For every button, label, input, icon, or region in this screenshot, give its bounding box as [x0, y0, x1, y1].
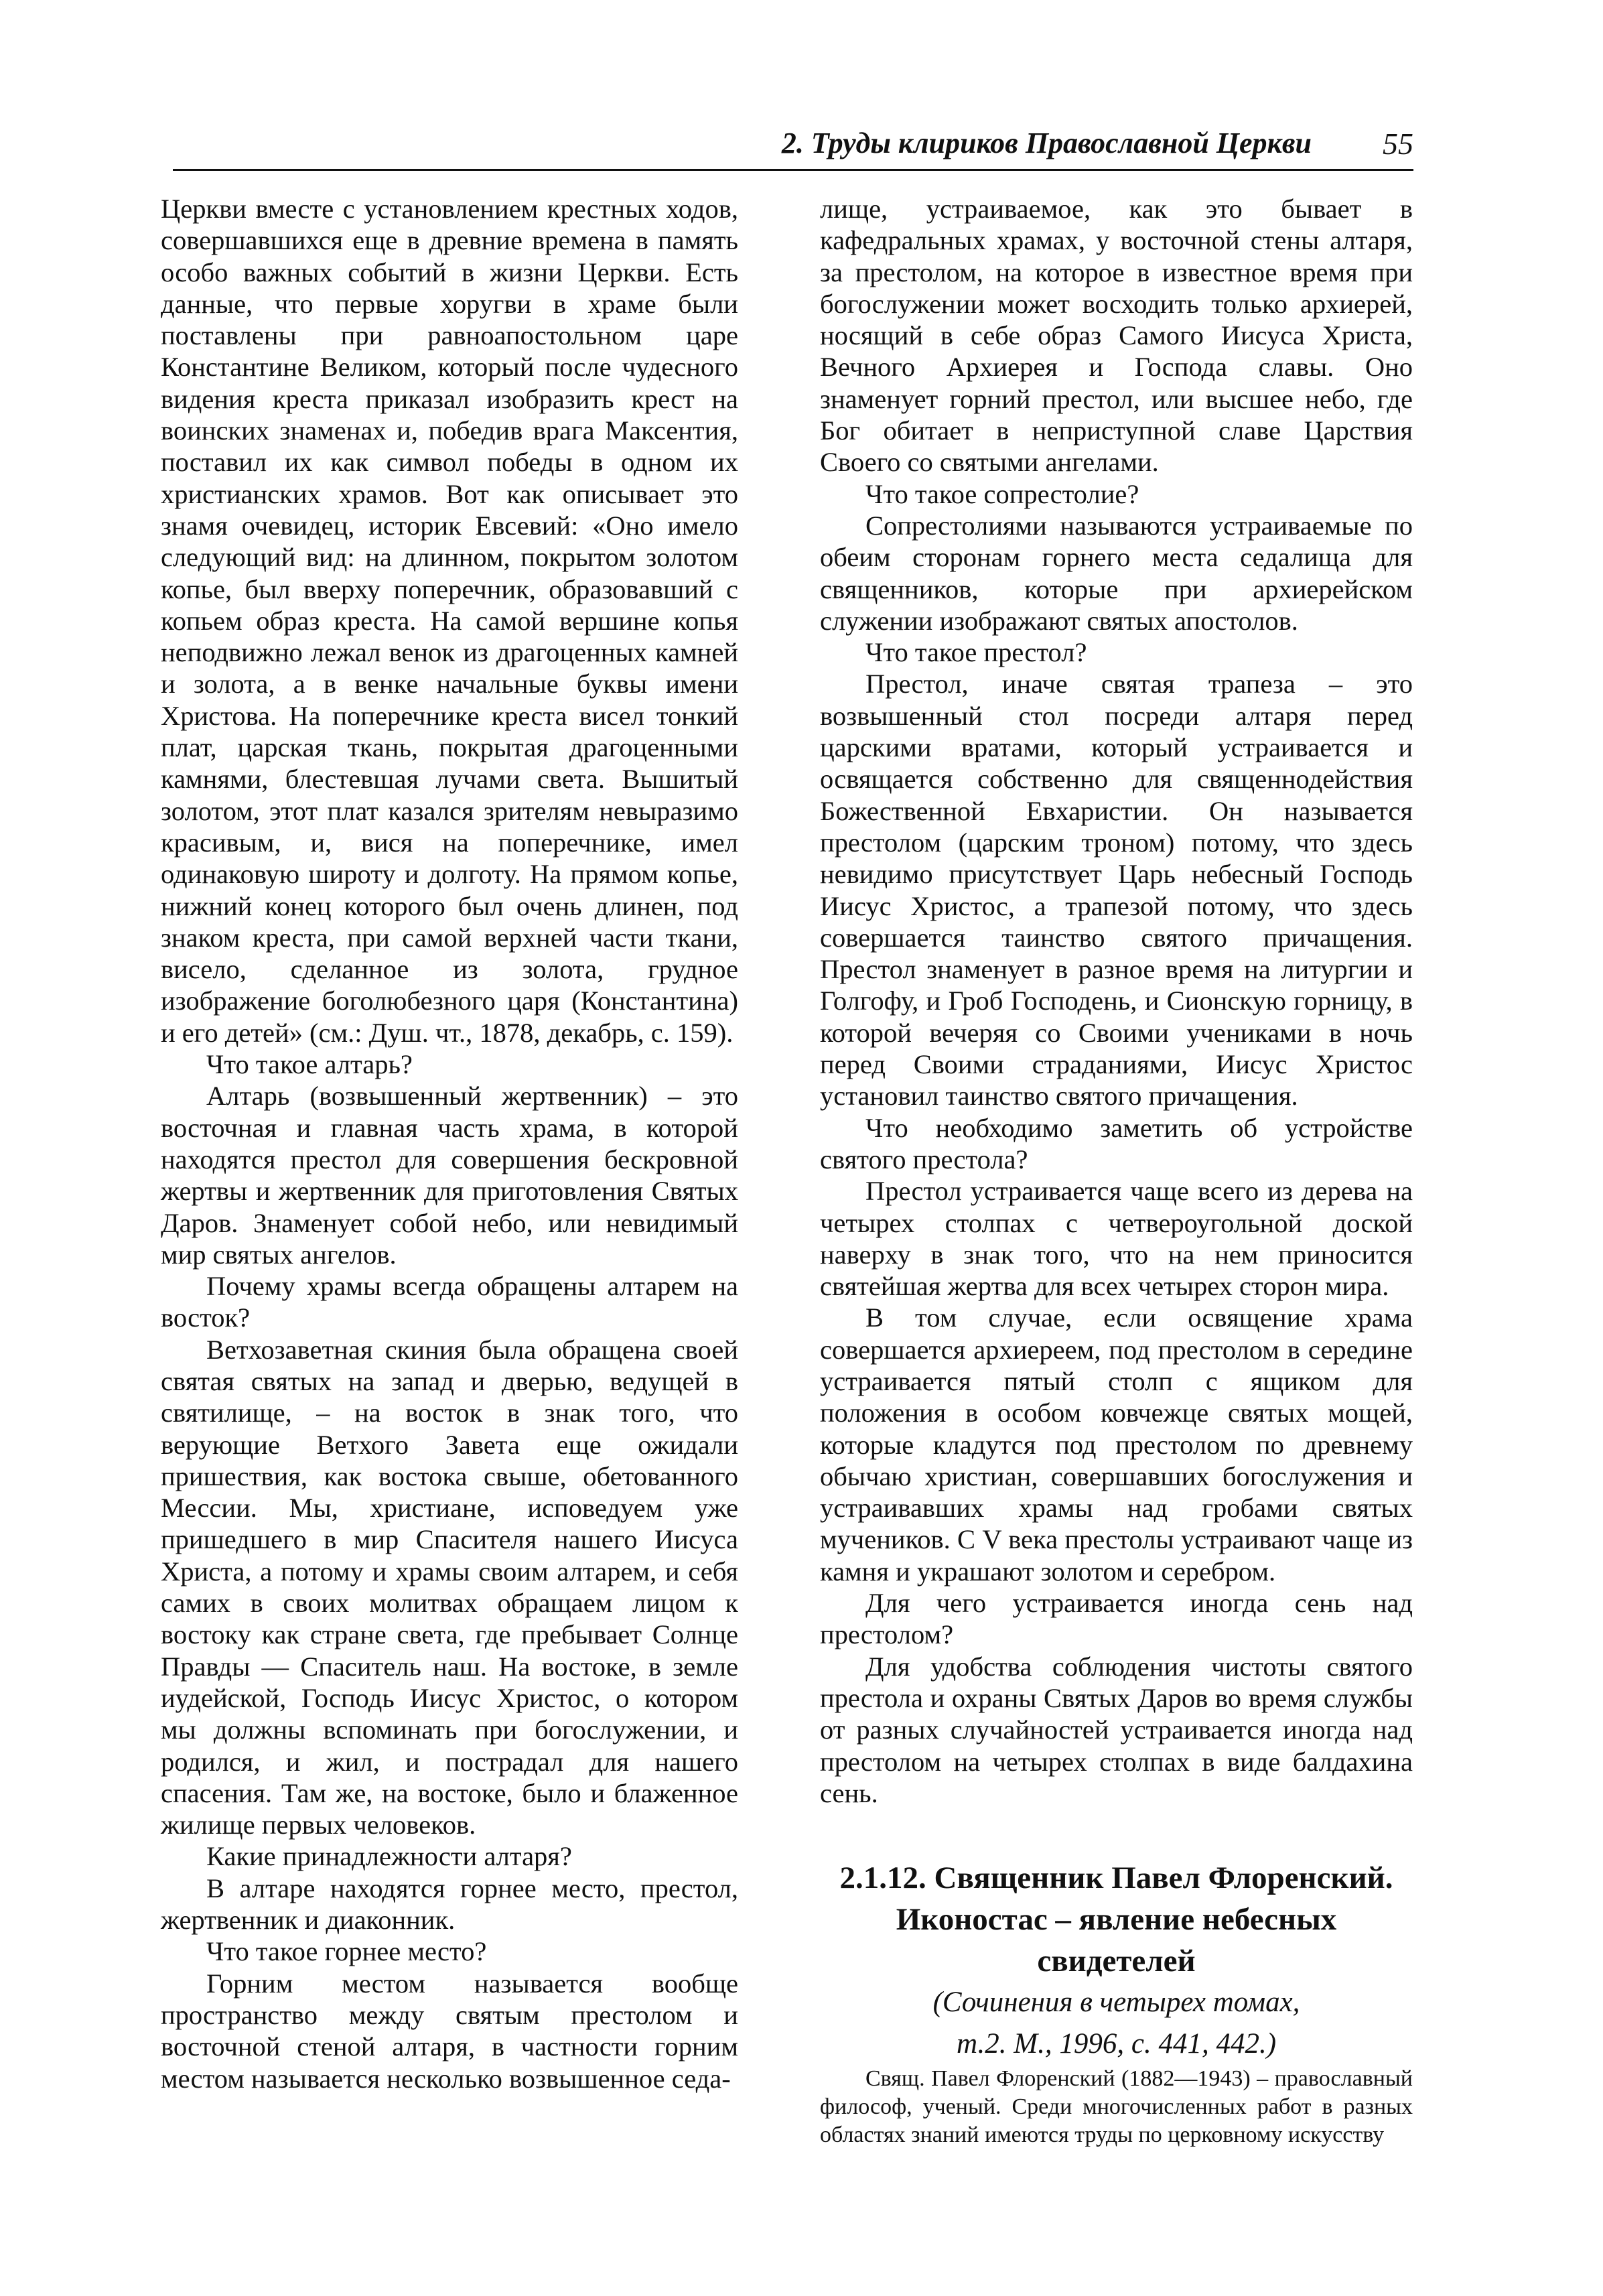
header-rule — [173, 169, 1413, 171]
paragraph: В том случае, если освящение храма совершается архиереем, под престолом в середине устраивается пятый столп с ящиком для положения в особом ковчежце святых мощей, которые кладутся под престолом по древнему обычаю христиан, совершавших богослужения и устраивавших храмы над гробами святых мучеников. С V века престолы устраивают чаще из камня и украшают золотом и серебром. — [820, 1302, 1413, 1586]
paragraph: Алтарь (возвышенный жертвенник) – это восточная и главная часть храма, в которой находятся престол для совершения бескровной жертвы и жертвенник для приготовления Святых Даров. Знаменует собой небо, или невидимый мир святых ангелов. — [161, 1081, 738, 1270]
author-bio: Свящ. Павел Флоренский (1882—1943) – православный философ, ученый. Среди многочисленных работ в разных областях знаний имеются труды по церковному искусству — [820, 2066, 1413, 2148]
paragraph: Церкви вместе с установлением крестных ходов, совершавшихся еще в древние времена в память особо важных событий в жизни Церкви. Есть данные, что первые хоругви в храме были поставлены при равноапостольном царе Константине Великом, который после чудесного видения креста приказал изобразить крест на воинских знаменах и, победив врага Максентия, поставил их как символ победы в одном их христианских храмов. Вот как описывает это знамя очевидец, историк Евсевий: «Оно имело следующий вид: на длинном, покрытом золотом копье, был вверху поперечник, образовавший с копьем образ креста. На самой вершине копья неподвижно лежал венок из драгоценных камней и золота, а в венке начальные буквы имени Христова. На поперечнике креста висел тонкий плат, царская ткань, покрытая драгоценными камнями, блестевшая лучами света. Вышитый золотом, этот плат казался зрителям невыразимо красивым, и, вися на поперечнике, имел одинаковую широту и долготу. На прямом копье, нижний конец которого был очень длинен, под знаком креста, при самой верхней части ткани, висело, сделанное из золота, грудное изображение боголюбезного царя (Константина) и его детей» (см.: Душ. чт., 1878, декабрь, с. 159). — [161, 194, 738, 1048]
section-source-line: (Сочинения в четырех томах, — [932, 1986, 1300, 2019]
question: Что такое горнее место? — [206, 1936, 487, 1967]
right-column — [820, 193, 1413, 2149]
section-title — [820, 1857, 1413, 1982]
paragraph: Престол, иначе святая трапеза – это возвышенный стол посреди алтаря перед царскими вратами, который устраивается и освящается собственно для священнодействия Божественной Евхаристии. Он называется престолом (царским троном) потому, что здесь невидимо присутствует Царь небесный Господь Иисус Христос, а трапезой потому, что здесь совершается таинство святого причащения. Престол знаменует в разное время на литургии и Голгофу, и Гроб Господень, и Сионскую горницу, в которой вечеряя со Своими учениками в ночь перед Своими страданиями, Иисус Христос установил таинство святого причащения. — [820, 669, 1413, 1111]
left-column — [161, 193, 738, 2094]
paragraph: Сопрестолиями называются устраиваемые по обеим сторонам горнего места седалища для священников, которые при архиерейском служении изображают святых апостолов. — [820, 510, 1413, 636]
running-header — [173, 126, 1413, 163]
section-title-line: 2.1.12. Священник Павел Флоренский. — [839, 1861, 1393, 1896]
question: Для чего устраивается иногда сень над престолом? — [820, 1588, 1413, 1650]
paragraph: Для удобства соблюдения чистоты святого престола и охраны Святых Даров во время службы от разных случайностей устраивается иногда над престолом на четырех столпах в виде балдахина сень. — [820, 1651, 1413, 1808]
question: Что такое алтарь? — [206, 1049, 413, 1080]
paragraph: лище, устраиваемое, как это бывает в кафедральных храмах, у восточной стены алтаря, за престолом, на которое в известное время при богослужении может восходить только архиерей, носящий в себе образ Самого Иисуса Христа, Вечного Архиерея и Господа славы. Оно знаменует горний престол, или высшее небо, где Бог обитает в неприступной славе Царствия Своего со святыми ангелами. — [820, 194, 1413, 478]
section-source-line: т.2. М., 1996, с. 441, 442.) — [956, 2028, 1277, 2060]
question: Почему храмы всегда обращены алтарем на восток? — [161, 1271, 738, 1333]
running-title: 2. Труды клириков Православной Церкви — [781, 127, 1312, 159]
page-number: 55 — [1383, 127, 1413, 161]
section-title-line: Иконостас – явление небесных свидетелей — [896, 1902, 1337, 1979]
paragraph: Престол устраивается чаще всего из дерева на четырех столпах с четвероугольной доской наверху в знак того, что на нем приносится святейшая жертва для всех четырех сторон мира. — [820, 1176, 1413, 1302]
section-source — [820, 1982, 1413, 2065]
question: Какие принадлежности алтаря? — [206, 1841, 572, 1872]
question: Что необходимо заметить об устройстве святого престола? — [820, 1112, 1413, 1174]
paragraph: Ветхозаветная скиния была обращена своей святая святых на запад и дверью, ведущей в святилище, – на восток в знак того, что верующие Ветхого Завета еще ожидали пришествия, как востока свыше, обетованного Мессии. Мы, христиане, исповедуем уже пришедшего в мир Спасителя нашего Иисуса Христа, а потому и храмы своим алтарем, и себя самих в своих молитвах обращаем лицом к востоку как стране света, где пребывает Солнце Правды — Спаситель наш. На востоке, в земле иудейской, Господь Иисус Христос, о котором мы должны вспоминать при богослужении, и родился, и жил, и пострадал для нашего спасения. Там же, на востоке, было и блаженное жилище первых человеков. — [161, 1334, 738, 1840]
paragraph: В алтаре находятся горнее место, престол, жертвенник и диаконник. — [161, 1873, 738, 1936]
question: Что такое сопрестолие? — [865, 478, 1139, 509]
question: Что такое престол? — [865, 637, 1087, 668]
paragraph: Горним местом называется вообще пространство между святым престолом и восточной стеной алтаря, в частности горним местом называется несколько возвышенное седа- — [161, 1968, 738, 2094]
